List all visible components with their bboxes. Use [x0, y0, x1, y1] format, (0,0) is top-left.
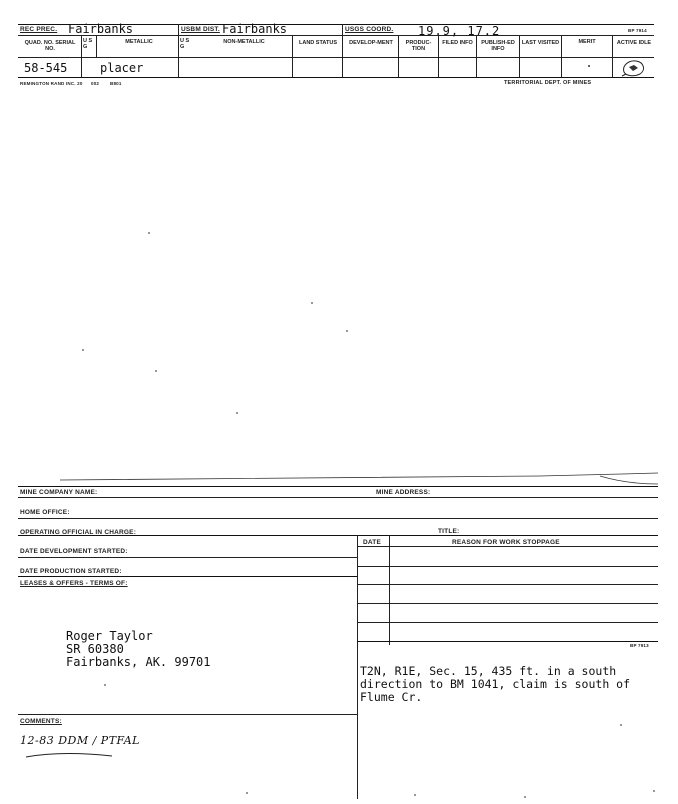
location-line-2: direction to BM 1041, claim is south of — [360, 677, 631, 691]
dev-started-label: DATE DEVELOPMENT STARTED: — [20, 548, 128, 555]
col-merit: MERIT — [578, 39, 596, 45]
table-row-rule-2 — [357, 584, 658, 585]
lower-top-rule — [18, 486, 658, 487]
speck — [148, 232, 150, 234]
col-div-dev — [398, 35, 399, 77]
table-bottom-rule — [357, 641, 658, 642]
speck — [620, 724, 622, 726]
header-col-rule — [18, 57, 654, 58]
metallic-value: placer — [100, 61, 144, 75]
owner-address-1: SR 60380 — [66, 642, 124, 656]
speck — [104, 684, 106, 686]
leases-label: LEASES & OFFERS - TERMS OF: — [20, 580, 128, 587]
col-usg-nonmetallic: U S G — [180, 38, 190, 50]
merit-mark — [588, 65, 590, 67]
rule-home-office — [18, 518, 658, 519]
rule-prod-started — [18, 576, 357, 577]
printer-code-2: B801 — [110, 81, 122, 86]
table-row-rule-4 — [357, 622, 658, 623]
printer-code-1: 002 — [91, 81, 100, 86]
rec-prec-value: Fairbanks — [68, 22, 134, 36]
col-div-pub — [519, 35, 520, 77]
location-block — [360, 665, 630, 704]
col-development: DEVELOP-MENT — [349, 40, 393, 46]
rule-official — [18, 535, 658, 536]
header-divider-2 — [342, 24, 343, 35]
mine-company-label: MINE COMPANY NAME: — [20, 489, 98, 496]
rule-dev-started — [18, 557, 357, 558]
torn-top-edge — [60, 470, 660, 486]
col-land-status: LAND STATUS — [299, 40, 337, 46]
table-date-divider — [389, 535, 390, 645]
col-published-info: PUBLISH-ED INFO — [481, 40, 515, 52]
header-divider-1 — [178, 24, 179, 35]
col-div-metallic — [178, 35, 179, 77]
usgs-coord-value: 19.9, 17.2 — [418, 24, 501, 38]
prod-started-label: DATE PRODUCTION STARTED: — [20, 568, 122, 575]
col-div-prod — [438, 35, 439, 77]
speck — [311, 302, 313, 304]
rule-comments — [18, 714, 357, 715]
lower-vertical-divider — [357, 645, 358, 799]
location-line-3: Flume Cr. — [360, 690, 423, 704]
rec-prec-label: REC PREC. — [20, 26, 58, 33]
rule-company — [18, 497, 658, 498]
col-div-land — [342, 35, 343, 77]
usbm-dist-label: USBM DIST. — [181, 26, 220, 33]
usgs-coord-label: USGS COORD. — [345, 26, 394, 33]
col-div-filed — [476, 35, 477, 77]
speck — [82, 349, 84, 351]
comments-handwritten: 12-83 DDM / PTFAL — [20, 734, 140, 747]
speck — [524, 796, 526, 798]
col-non-metallic: NON-METALLIC — [223, 39, 265, 45]
speck — [346, 330, 348, 332]
owner-name: Roger Taylor — [66, 629, 153, 643]
header-bottom-rule — [18, 77, 654, 78]
speck — [236, 412, 238, 414]
speck — [414, 794, 416, 796]
col-metallic: METALLIC — [125, 39, 153, 45]
col-div-merit — [612, 35, 613, 77]
usbm-dist-value: Fairbanks — [222, 22, 288, 36]
form-code: BP 7914 — [628, 28, 647, 33]
printer-credit: REMINGTON RAND INC. 20 — [20, 81, 83, 86]
lower-form-code: BP 7913 — [630, 643, 649, 648]
col-active-idle: ACTIVE IDLE — [616, 40, 652, 46]
signature-underline — [24, 748, 114, 762]
speck — [155, 370, 157, 372]
speck — [246, 792, 248, 794]
table-header-rule — [357, 546, 658, 547]
operating-official-label: OPERATING OFFICIAL IN CHARGE: — [20, 529, 137, 536]
col-filed-info: FILED INFO — [442, 40, 473, 46]
speck — [653, 790, 655, 792]
col-quad-serial: QUAD. NO. SERIAL NO. — [24, 40, 76, 52]
title-label: TITLE: — [438, 528, 460, 535]
quad-serial-value: 58-545 — [24, 61, 68, 75]
active-idle-stamp-icon — [620, 58, 648, 78]
col-div-last — [561, 35, 562, 77]
table-left-border — [357, 535, 358, 645]
dept-label: TERRITORIAL DEPT. OF MINES — [504, 80, 592, 86]
col-div-nonmetallic — [292, 35, 293, 77]
home-office-label: HOME OFFICE: — [20, 509, 70, 516]
col-usg-metallic: U S G — [83, 38, 93, 50]
comments-label: COMMENTS: — [20, 718, 62, 725]
owner-block — [66, 630, 211, 669]
col-production: PRODUC-TION — [405, 40, 432, 52]
col-div-serial — [81, 35, 82, 77]
location-line-1: T2N, R1E, Sec. 15, 435 ft. in a south — [360, 664, 617, 678]
col-div-usg1 — [96, 35, 97, 57]
reason-col-label: REASON FOR WORK STOPPAGE — [452, 539, 560, 546]
date-col-label: DATE — [363, 539, 382, 546]
table-row-rule-1 — [357, 566, 658, 567]
owner-address-2: Fairbanks, AK. 99701 — [66, 655, 211, 669]
table-row-rule-3 — [357, 603, 658, 604]
col-last-visited: LAST VISITED — [521, 40, 560, 46]
mine-address-label: MINE ADDRESS: — [376, 489, 431, 496]
